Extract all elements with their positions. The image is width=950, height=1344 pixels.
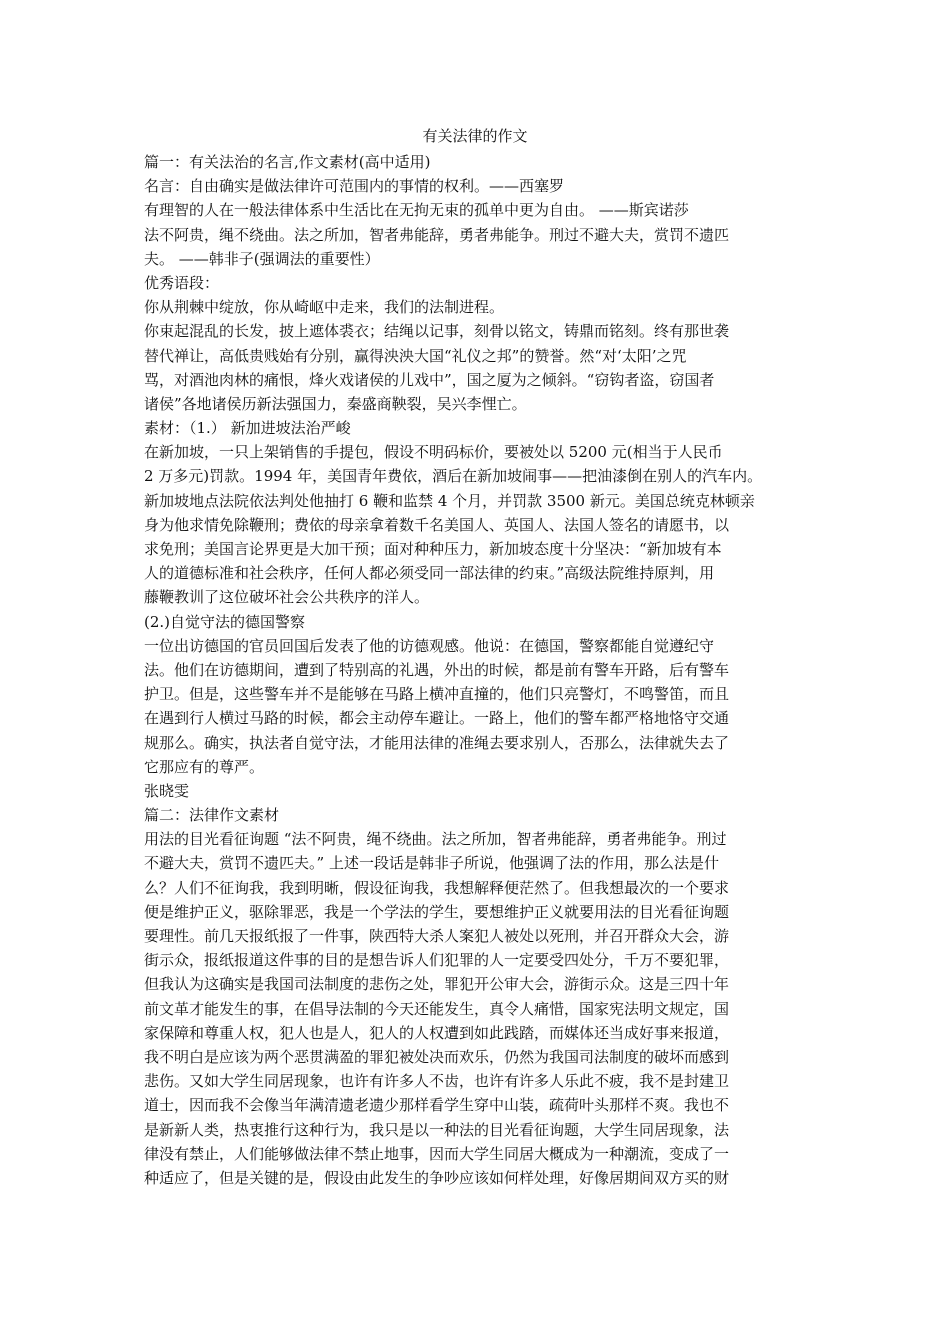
- text-line: 篇二：法律作文素材: [144, 806, 280, 825]
- text-line: 藤鞭教训了这位破坏社会公共秩序的洋人。: [144, 588, 430, 607]
- document-title: 有关法律的作文: [422, 127, 528, 145]
- text-line: 不避大夫，赏罚不遗匹夫。” 上述一段话是韩非子所说，他强调了法的作用，那么法是什: [144, 854, 719, 873]
- text-line: 优秀语段：: [144, 273, 220, 292]
- text-line: 夫。 ——韩非子(强调法的重要性）: [144, 249, 380, 268]
- text-line: 你束起混乱的长发，披上遮体裘衣；结绳以记事，刻骨以铭文，铸鼎而铭刻。终有那世袭: [144, 322, 730, 341]
- text-line: 替代禅让，高低贵贱始有分别，赢得泱泱大国“礼仪之邦”的赞誉。然“对‘太阳’之咒: [144, 346, 687, 365]
- text-line: 种适应了，但是关键的是，假设由此发生的争吵应该如何样处理，好像居期间双方买的财: [144, 1168, 730, 1187]
- text-line: 身为他求情免除鞭刑；费依的母亲拿着数千名美国人、英国人、法国人签名的请愿书，以: [144, 515, 730, 534]
- document-body: [144, 150, 824, 1190]
- text-line: 用法的目光看征询题 “法不阿贵，绳不绕曲。法之所加，智者弗能辞，勇者弗能争。刑过: [144, 830, 727, 849]
- text-line: 街示众，报纸报道这件事的目的是想告诉人们犯罪的人一定要受四处分，千万不要犯罪，: [144, 951, 730, 970]
- text-line: 律没有禁止，人们能够做法律不禁止地事，因而大学生同居大概成为一种潮流，变成了一: [144, 1144, 730, 1163]
- text-line: 道士，因而我不会像当年满清遗老遗少那样看学生穿中山装，疏荷叶头那样不爽。我也不: [144, 1096, 730, 1115]
- text-line: 前文革才能发生的事，在倡导法制的今天还能发生，真令人痛惜，国家宪法明文规定，国: [144, 999, 730, 1018]
- text-line: 篇一：有关法治的名言,作文素材(高中适用): [144, 153, 431, 171]
- text-line: 护卫。但是，这些警车并不是能够在马路上横冲直撞的，他们只亮警灯，不鸣警笛，而且: [144, 685, 730, 704]
- text-line: 你从荆棘中绽放，你从崎岖中走来，我们的法制进程。: [144, 298, 505, 317]
- text-line: 2 万多元)罚款。1994 年，美国青年费依，酒后在新加坡闹事——把油漆倒在别人的汽车内。: [144, 467, 763, 486]
- text-line: 我不明白是应该为两个恶贯满盈的罪犯被处决而欢乐，仍然为我国司法制度的破坏而感到: [144, 1047, 730, 1066]
- text-line: 素材：（1.） 新加进坡法治严峻: [144, 419, 351, 438]
- text-line: 便是维护正义，驱除罪恶，我是一个学法的学生，要想维护正义就要用法的目光看征询题: [144, 902, 730, 921]
- text-line: 人的道德标准和社会秩序，任何人都必须受同一部法律的约束。”高级法院维持原判，用: [144, 564, 715, 583]
- text-line: 在遇到行人横过马路的时候，都会主动停车避让。一路上，他们的警车都严格地恪守交通: [144, 709, 730, 728]
- text-line: 法。他们在访德期间，遭到了特别高的礼遇，外出的时候，都是前有警车开路，后有警车: [144, 660, 730, 679]
- text-line: 家保障和尊重人权，犯人也是人，犯人的人权遭到如此践踏，而媒体还当成好事来报道，: [144, 1023, 730, 1042]
- text-line: 张晓雯: [144, 781, 190, 800]
- text-line: 但我认为这确实是我国司法制度的悲伤之处，罪犯开公审大会，游街示众。这是三四十年: [144, 975, 730, 994]
- text-line: 悲伤。又如大学生同居现象，也许有许多人不齿，也许有许多人乐此不疲，我不是封建卫: [144, 1072, 730, 1091]
- text-line: (2.)自觉守法的德国警察: [144, 612, 306, 631]
- text-line: 骂，对酒池肉林的痛恨，烽火戏诸侯的儿戏中”，国之厦为之倾斜。“窃钩者盗，窃国者: [144, 370, 715, 389]
- text-line: 法不阿贵，绳不绕曲。法之所加，智者弗能辞，勇者弗能争。刑过不避大夫，赏罚不遗匹: [144, 225, 730, 244]
- text-line: 诸侯”各地诸侯历新法强国力，秦盛商鞅裂，吴兴李悝亡。: [144, 394, 527, 413]
- text-line: 么？人们不征询我，我到明晰，假设征询我，我想解释便茫然了。但我想最次的一个要求: [144, 878, 730, 897]
- text-line: 求免刑；美国言论界更是大加干预；面对种种压力，新加坡态度十分坚决：“新加坡有本: [144, 540, 722, 558]
- text-line: 新加坡地点法院依法判处他抽打 6 鞭和监禁 4 个月，并罚款 3500 新元。美国总统克林顿亲: [144, 491, 755, 510]
- text-line: 要理性。前几天报纸报了一件事，陕西特大杀人案犯人被处以死刑，并召开群众大会，游: [144, 927, 730, 945]
- text-line: 有理智的人在一般法律体系中生活比在无拘无束的孤单中更为自由。 ——斯宾诺莎: [144, 201, 689, 220]
- text-line: 规那么。确实，执法者自觉守法，才能用法律的准绳去要求别人，否那么，法律就失去了: [144, 733, 730, 752]
- text-line: 一位出访德国的官员回国后发表了他的访德观感。他说：在德国，警察都能自觉遵纪守: [144, 636, 715, 655]
- text-line: 它那应有的尊严。: [144, 757, 265, 776]
- text-line: 在新加坡，一只上架销售的手提包，假设不明码标价，要被处以 5200 元(相当于人民币: [144, 443, 723, 462]
- text-line: 是新新人类，热衷推行这种行为，我只是以一种法的目光看征询题，大学生同居现象，法: [144, 1120, 730, 1139]
- text-line: 名言：自由确实是做法律许可范围内的事情的权利。——西塞罗: [144, 177, 565, 196]
